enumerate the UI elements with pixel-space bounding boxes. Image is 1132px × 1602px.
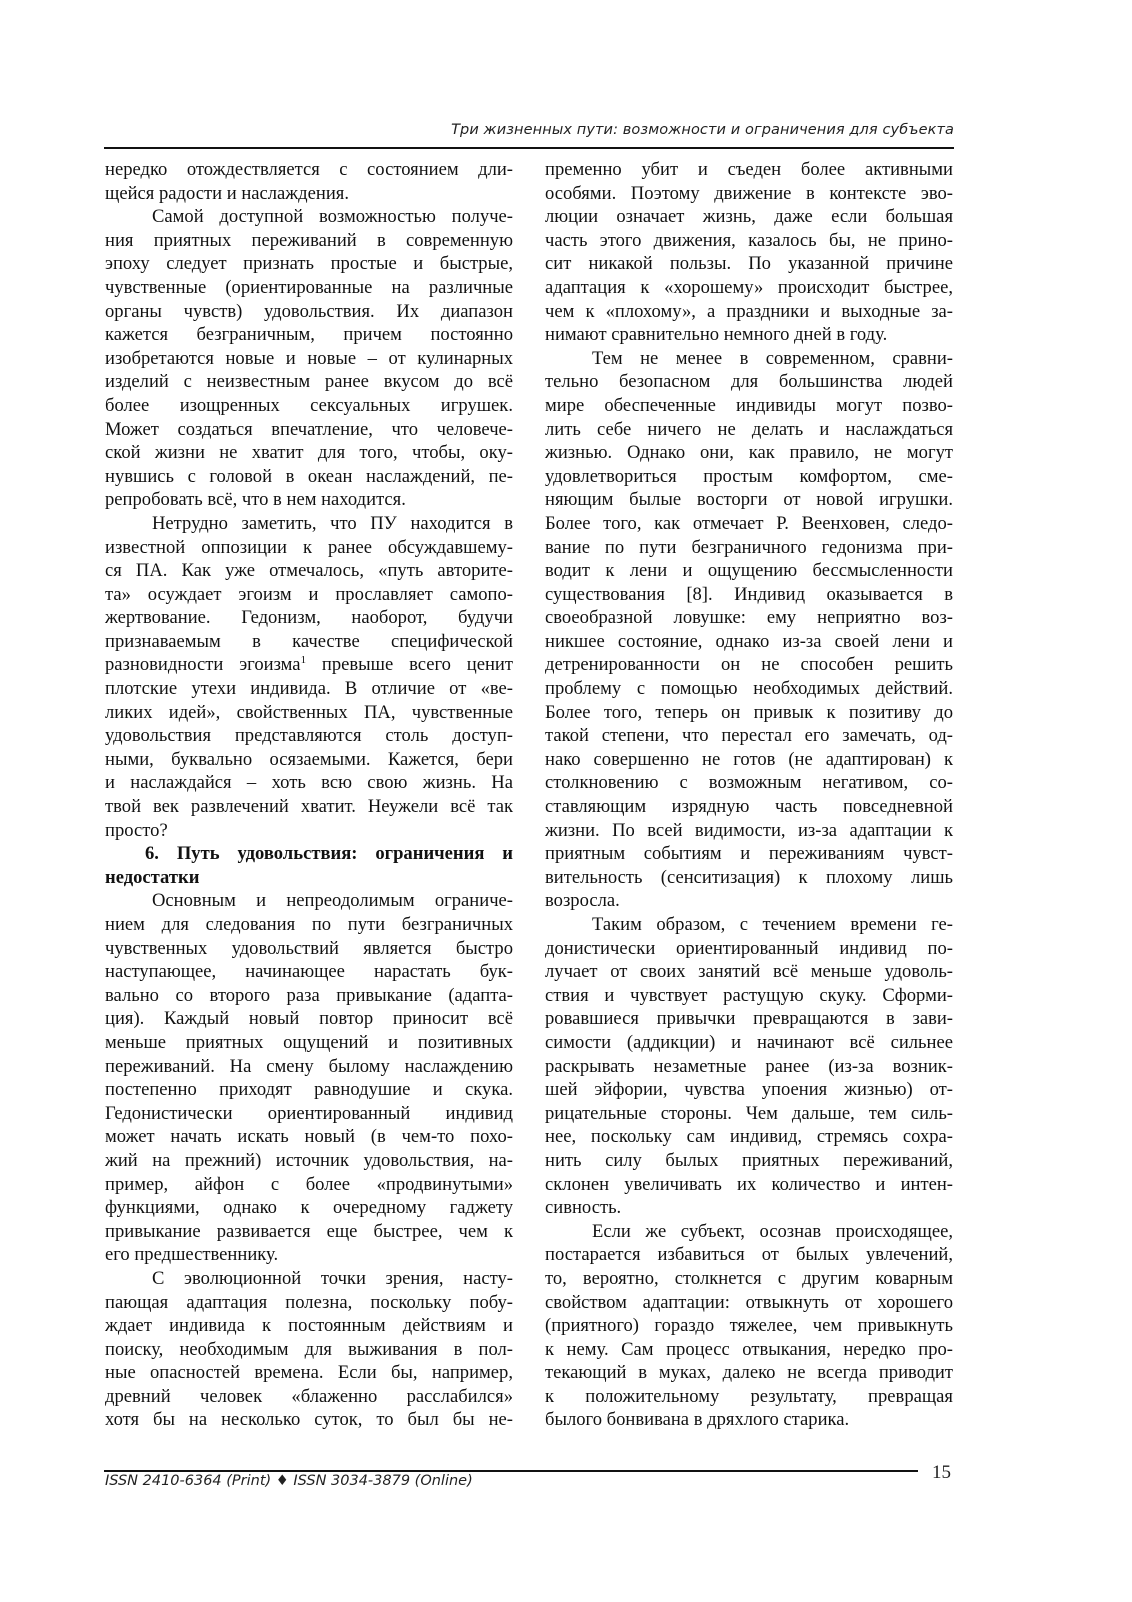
text-line: симости (аддикции) и начинают всё сильнее — [545, 1031, 953, 1053]
text-line: люции означает жизнь, даже если большая — [545, 206, 953, 228]
text-line: нувшись с головой в океан наслаждений, пе- — [105, 465, 513, 487]
text-line: Если же субъект, осознав происходящее, — [592, 1220, 953, 1242]
text-line: более изощренных сексуальных игрушек. — [105, 394, 513, 416]
footnote-marker[interactable]: 1 — [300, 654, 307, 667]
text-line: нием для следования по пути безграничных — [105, 914, 513, 935]
text-line: вально со второго раза привыкание (адапта- — [105, 984, 513, 1006]
text-line: Самой доступной возможностью получе- — [152, 206, 513, 228]
text-line: нить силу былых приятных переживаний, — [545, 1149, 953, 1171]
text-line: склонен увеличивать их количество и интен- — [545, 1173, 953, 1195]
text-line: Более того, теперь он привык к позитиву до — [545, 701, 953, 723]
text-line: жий на прежний) источник удовольствия, на- — [105, 1149, 513, 1171]
running-head-title: Три жизненных пути: возможности и ограничения для субъекта — [451, 122, 954, 138]
left-column — [105, 158, 513, 1432]
text-line: ской жизни не хватит для того, чтобы, оку- — [105, 442, 513, 464]
text-line: существования [8]. Индивид оказывается в — [545, 583, 953, 605]
right-column-text — [545, 158, 953, 1432]
text-line: постарается избавиться от былых увлечений, — [545, 1244, 953, 1266]
text-line: тельно безопасном для большинства людей — [545, 371, 953, 393]
text-line: переживаний. На смену былому наслаждению — [105, 1055, 513, 1077]
text-line: Тем не менее в современном, сравни- — [592, 347, 953, 369]
text-line: признаваемым в качестве специфической — [105, 630, 513, 652]
text-line: няющим былые восторги от новой игрушки. — [545, 489, 953, 511]
text-line: пающая адаптация полезна, поскольку побу- — [105, 1291, 513, 1313]
text-line: удовлетвориться простым комфортом, сме- — [545, 465, 953, 487]
text-line: вание по пути безграничного гедонизма при- — [545, 536, 953, 558]
text-line: лить себе ничего не делать и наслаждаться — [545, 418, 953, 440]
text-line: столкновению с возможным негативом, со- — [545, 772, 953, 794]
text-line: ся ПА. Как уже отмечалось, «путь авторите- — [105, 560, 513, 582]
text-line: может начать искать новый (в чем-то похо- — [105, 1126, 513, 1148]
text-line: плотские утехи индивида. В отличие от «ве- — [105, 678, 513, 700]
text-line: пременно убит и съеден более активными — [545, 159, 953, 180]
text-line: водит к лени и ощущению бессмысленности — [545, 560, 953, 582]
text-line: к положительному результату, превращая — [545, 1385, 953, 1407]
text-line: и наслаждайся – хоть всю свою жизнь. На — [105, 772, 513, 794]
text-line: Более того, как отмечает Р. Веенховен, следо- — [545, 512, 953, 534]
text-line: донистически ориентированный индивид по- — [545, 937, 953, 959]
text-line — [105, 653, 513, 677]
text-line: к нему. Сам процесс отвыкания, нередко про- — [545, 1338, 953, 1360]
text-line: изделий с неизвестным ранее вкусом до всё — [105, 371, 513, 393]
footer-issn: ISSN 2410-6364 (Print) ♦ ISSN 3034-3879 (Online) — [105, 1473, 473, 1489]
text-line: жертвование. Гедонизм, наоборот, будучи — [105, 607, 513, 629]
text-line: Основным и непреодолимым ограниче- — [152, 890, 513, 912]
text-line: былого бонвивана в дряхлого старика. — [545, 1409, 850, 1431]
text-line: ными, буквально осязаемыми. Кажется, бери — [105, 748, 513, 770]
text-line: хотя бы на несколько суток, то был бы не- — [105, 1409, 513, 1431]
text-line: поиску, необходимым для выживания в пол- — [105, 1338, 513, 1360]
text-line: ждает индивида к постоянным действиям и — [105, 1315, 513, 1337]
text-line: меньше приятных ощущений и позитивных — [105, 1031, 513, 1053]
text-line: своеобразной ловушке: ему неприятно воз- — [545, 607, 953, 629]
text-line: Гедонистически ориентированный индивид — [105, 1102, 513, 1124]
text-line: детренированности он не способен решить — [545, 654, 953, 676]
text-line: органы чувств) удовольствия. Их диапазон — [105, 300, 513, 322]
text-line: нередко отождествляется с состоянием дли- — [105, 159, 513, 180]
text-line: (приятного) гораздо тяжелее, чем привыкнуть — [545, 1315, 953, 1337]
text-line: жизни. По всей видимости, из-за адаптации к — [545, 819, 953, 841]
left-column-text-before-heading — [105, 158, 513, 842]
text-line: просто? — [105, 819, 168, 841]
text-line: никшее состояние, однако из-за своей лени и — [545, 630, 953, 652]
text-line: привыкание развивается еще быстрее, чем к — [105, 1220, 513, 1242]
text-line: адаптация к «хорошему» происходит быстрее, — [545, 276, 953, 298]
text-line: нее, поскольку сам индивид, стремясь сохра- — [545, 1126, 953, 1148]
text-line: Может создаться впечатление, что человече- — [105, 418, 513, 440]
text-line: шей эйфории, чувства упоения жизнью) от- — [545, 1079, 953, 1101]
text-line: функциями, однако к очередному гаджету — [105, 1197, 513, 1219]
text-line: жизнью. Однако они, как правило, не могут — [545, 442, 953, 464]
footer-rule — [104, 1470, 918, 1472]
text-line: ставляющим изрядную часть повседневной — [545, 796, 953, 818]
text-line: раскрывать незаметные ранее (из-за возник- — [545, 1055, 953, 1077]
text-line: его предшественнику. — [105, 1244, 279, 1266]
text-line: чем к «плохому», а праздники и выходные за- — [545, 300, 953, 322]
text-fragment: превыше всего ценит — [306, 654, 513, 676]
right-column — [545, 158, 953, 1432]
text-line: С эволюционной точки зрения, насту- — [152, 1267, 513, 1289]
text-line: часть этого движения, казалось бы, не прино- — [545, 229, 953, 251]
text-line: чувственные (ориентированные на различные — [105, 276, 513, 298]
text-line: ния приятных переживаний в современную — [105, 229, 513, 251]
text-line: Таким образом, с течением времени ге- — [592, 914, 953, 935]
text-line: щейся радости и наслаждения. — [105, 182, 349, 204]
section-heading-line: недостатки — [105, 866, 200, 888]
text-line: кажется безграничным, причем постоянно — [105, 324, 513, 346]
text-line: древний человек «блаженно расслабился» — [105, 1385, 513, 1407]
text-line: сивность. — [545, 1197, 622, 1219]
text-line: пример, айфон с более «продвинутыми» — [105, 1173, 513, 1195]
header-rule — [104, 147, 954, 149]
text-line: ликих идей», свойственных ПА, чувственные — [105, 701, 513, 723]
text-line: такой степени, что перестал его замечать, од- — [545, 725, 953, 747]
text-line: проблему с помощью необходимых действий. — [545, 678, 953, 700]
text-line: текающий в муках, далеко не всегда приводит — [545, 1362, 953, 1384]
text-line: возросла. — [545, 890, 620, 912]
text-line: сит никакой пользы. По указанной причине — [545, 253, 953, 275]
text-line: репробовать всё, что в нем находится. — [105, 489, 406, 511]
text-line: изобретаются новые и новые – от кулинарных — [105, 347, 513, 369]
text-line: та» осуждает эгоизм и прославляет самопо- — [105, 583, 513, 605]
text-line: ные опасностей времена. Если бы, например, — [105, 1362, 513, 1384]
text-line: эпоху следует признать простые и быстрые, — [105, 253, 513, 275]
section-heading — [105, 842, 513, 889]
page-number: 15 — [932, 1462, 951, 1483]
text-line: твой век развлечений хватит. Неужели всё так — [105, 796, 513, 818]
text-line: ция). Каждый новый повтор приносит всё — [105, 1008, 513, 1030]
text-line: нимают сравнительно немного дней в году. — [545, 324, 888, 346]
text-line: известной оппозиции к ранее обсуждавшему- — [105, 536, 513, 558]
text-line: лучает от своих занятий всё меньше удоволь- — [545, 961, 953, 983]
text-fragment: разновидности эгоизма — [105, 654, 301, 676]
text-line: особями. Поэтому движение в контексте эво- — [545, 182, 953, 204]
text-line: ровавшиеся привычки превращаются в зави- — [545, 1008, 953, 1030]
text-line: постепенно приходят равнодушие и скука. — [105, 1079, 513, 1101]
text-line: Нетрудно заметить, что ПУ находится в — [152, 512, 513, 534]
text-line: вительность (сенситизация) к плохому лишь — [545, 866, 953, 888]
text-line: наступающее, начинающее нарастать бук- — [105, 961, 513, 983]
text-line: то, вероятно, столкнется с другим коварным — [545, 1267, 953, 1289]
text-line: нако совершенно не готов (не адаптирован) к — [545, 748, 953, 770]
left-column-text-after-heading — [105, 889, 513, 1432]
section-heading-line: 6. Путь удовольствия: ограничения и — [145, 843, 513, 865]
text-line: чувственных удовольствий является быстро — [105, 937, 513, 959]
text-line: приятным событиям и переживаниям чувст- — [545, 843, 953, 865]
text-line: мире обеспеченные индивиды могут позво- — [545, 394, 953, 416]
text-line: удовольствия представляются столь доступ- — [105, 725, 513, 747]
text-line: рицательные стороны. Чем дальше, тем силь- — [545, 1102, 953, 1124]
text-line: свойством адаптации: отвыкнуть от хорошего — [545, 1291, 953, 1313]
text-line: ствия и чувствует растущую скуку. Сформи- — [545, 984, 953, 1006]
